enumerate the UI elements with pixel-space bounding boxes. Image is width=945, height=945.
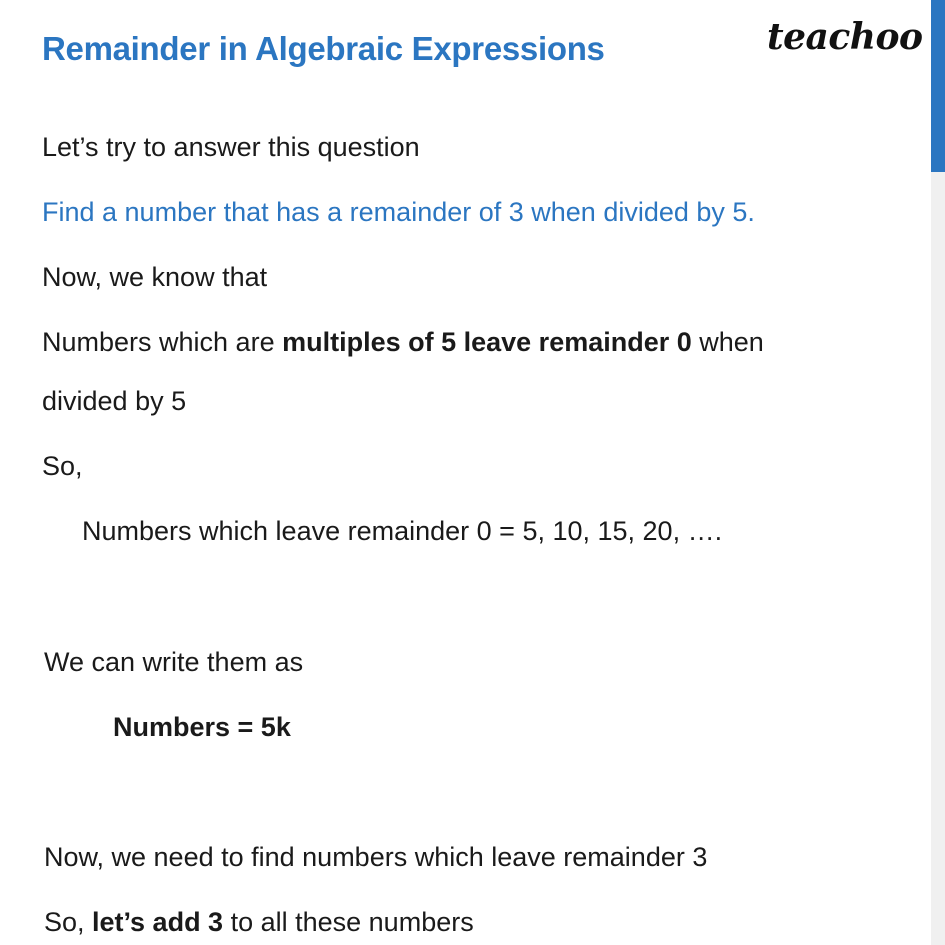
numbers-list-text: Numbers which leave remainder 0 = 5, 10, 15, 20, …. <box>82 516 723 546</box>
multiples-continuation: divided by 5 <box>42 386 187 416</box>
now-we-know-text: Now, we know that <box>42 262 268 292</box>
add-prefix: So, <box>44 907 93 937</box>
add-three-statement <box>44 906 474 938</box>
write-as-text: We can write them as <box>44 647 304 677</box>
intro-text: Let’s try to answer this question <box>42 132 420 162</box>
page-title: Remainder in Algebraic Expressions <box>42 30 605 67</box>
multiples-prefix: Numbers which are <box>42 327 283 357</box>
question-text: Find a number that has a remainder of 3 when divided by 5. <box>42 197 755 227</box>
formula-text <box>113 711 291 743</box>
multiples-statement <box>42 326 764 358</box>
multiples-bold: multiples of 5 leave remainder 0 <box>282 327 692 357</box>
need-find-text: Now, we need to find numbers which leave remainder 3 <box>44 842 708 872</box>
sidebar-accent-bar <box>931 0 945 172</box>
multiples-suffix: when <box>691 327 764 357</box>
teachoo-logo: teachoo <box>767 16 923 58</box>
add-bold: let’s add 3 <box>92 907 224 937</box>
formula-bold: Numbers = 5k <box>113 712 291 742</box>
so-text-1: So, <box>42 451 83 481</box>
add-suffix: to all these numbers <box>223 907 474 937</box>
